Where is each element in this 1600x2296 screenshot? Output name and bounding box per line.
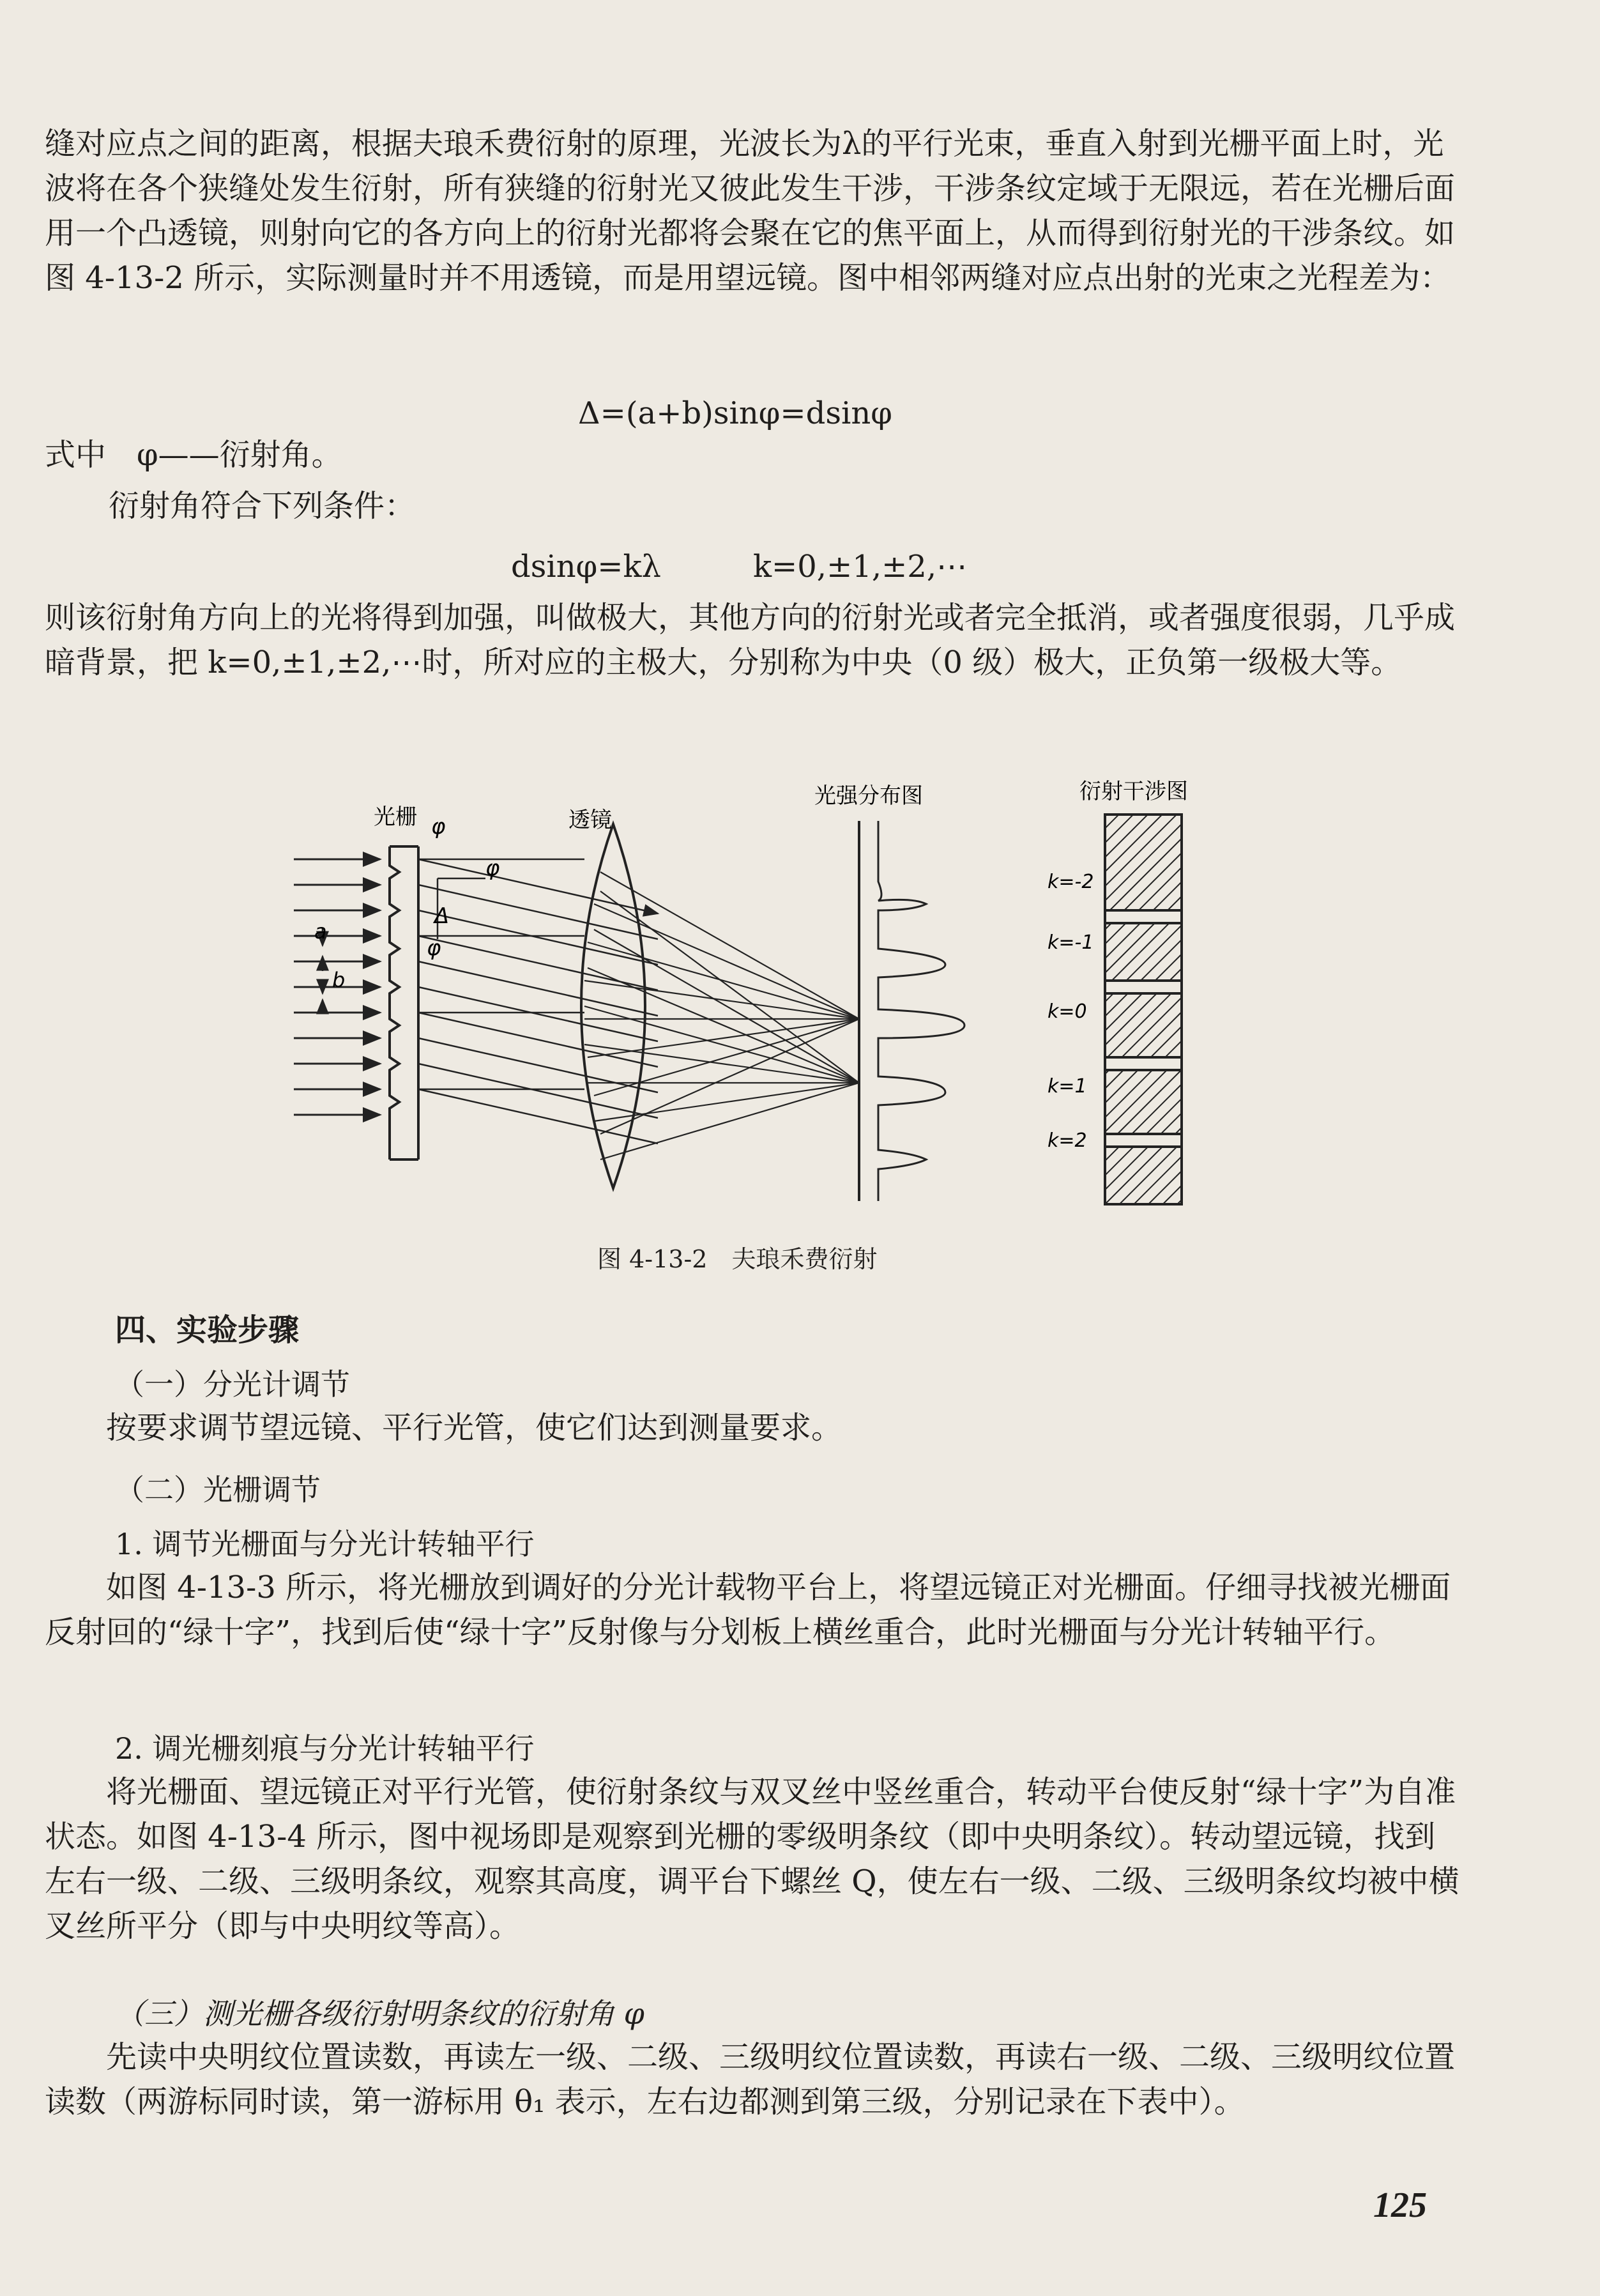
equation-grating: dsinφ=kλ k=0,±1,±2,⋯ [511,549,968,585]
label-delta: Δ [434,903,450,929]
label-pattern: 衍射干涉图 [1079,779,1188,804]
page-number: 125 [1373,2185,1427,2225]
order-label-1: k=1 [1048,1075,1087,1098]
label-b: b [332,968,346,992]
subsection-grating-title: （二）光栅调节 [115,1473,321,1507]
grating-icon [390,846,418,1159]
step-2-title: 2. 调光栅刻痕与分光计转轴平行 [115,1731,535,1766]
label-lens: 透镜 [568,807,612,833]
diffracted-rays [418,859,658,1144]
diffraction-angle-definition: 式中 φ——衍射角。 [45,437,342,473]
step-1-title: 1. 调节光栅面与分光计转轴平行 [115,1527,535,1561]
converging-rays [584,872,859,1159]
subsection-angle-title: （三）测光栅各级衍射明条纹的衍射角 φ [115,1996,644,2031]
label-phi-bottom: φ [427,935,441,961]
step-1-text: 如图 4-13-3 所示，将光栅放到调好的分光计载物平台上，将望远镜正对光栅面。仔细寻找被光栅面反射回的“绿十字”，找到后使“绿十字”反射像与分划板上横丝重合，此时光栅面与分光计转轴平行。 [45,1570,1451,1650]
subsection-angle-text: 先读中央明纹位置读数，再读左一级、二级、三级明纹位置读数，再读右一级、二级、三级明纹位置读数（两游标同时读，第一游标用 θ₁ 表示，左右边都测到第三级，分别记录在下表中）。 [45,2039,1456,2120]
label-phi-middle: φ [485,855,500,881]
paragraph-grating-principle: 缝对应点之间的距离，根据夫琅禾费衍射的原理，光波长为λ的平行光束，垂直入射到光栅平面上时，光波将在各个狭缝处发生衍射，所有狭缝的衍射光又彼此发生干涉，干涉条纹定域于无限远，若在光栅后面用一个凸透镜，则射向它的各方向上的衍射光都将会聚在它的焦平面上，从而得到衍射光的干涉条纹。如图 4-13-2 所示，实际测量时并不用透镜，而是用望远镜。图中相邻两缝对应点出射的光束之光程差为： [45,126,1456,296]
label-a: a [314,919,327,944]
label-phi-top: φ [431,814,446,839]
subsection-spectrometer-title: （一）分光计调节 [115,1367,350,1402]
subsection-spectrometer-text: 按要求调节望远镜、平行光管，使它们达到测量要求。 [106,1410,842,1446]
figure-caption: 图 4-13-2 夫琅禾费衍射 [597,1245,878,1273]
section-title: 四、实验步骤 [115,1312,300,1348]
order-label-minus-2: k=-2 [1048,871,1094,893]
step-2-text: 将光栅面、望远镜正对平行光管，使衍射条纹与双叉丝中竖丝重合，转动平台使反射“绿十字”为自准状态。如图 4-13-4 所示，图中视场即是观察到光栅的零级明条纹（即中央明条纹）。转动望远镜，找到左右一级、二级、三级明条纹，观察其高度，调平台下螺丝 Q，使左右一级、二级、三级明条纹均被中横叉丝所平分（即与中央明纹等高）。 [45,1774,1459,1944]
label-intensity: 光强分布图 [814,783,923,809]
interference-pattern [1105,815,1182,1204]
order-label-2: k=2 [1048,1129,1087,1152]
order-label-0: k=0 [1048,1000,1087,1023]
condition-intro: 衍射角符合下列条件： [109,488,416,524]
fraunhofer-diffraction-figure [275,776,1233,1223]
label-grating: 光栅 [374,804,417,830]
paragraph-principal-maxima: 则该衍射角方向上的光将得到加强，叫做极大，其他方向的衍射光或者完全抵消，或者强度很弱，几乎成暗背景，把 k=0,±1,±2,⋯时，所对应的主极大，分别称为中央（0 级）极大，正负第一级极大等。 [45,600,1456,680]
order-label-minus-1: k=-1 [1048,931,1094,954]
equation-path-difference: Δ=(a+b)sinφ=dsinφ [578,395,892,431]
intensity-curve [878,821,964,1201]
